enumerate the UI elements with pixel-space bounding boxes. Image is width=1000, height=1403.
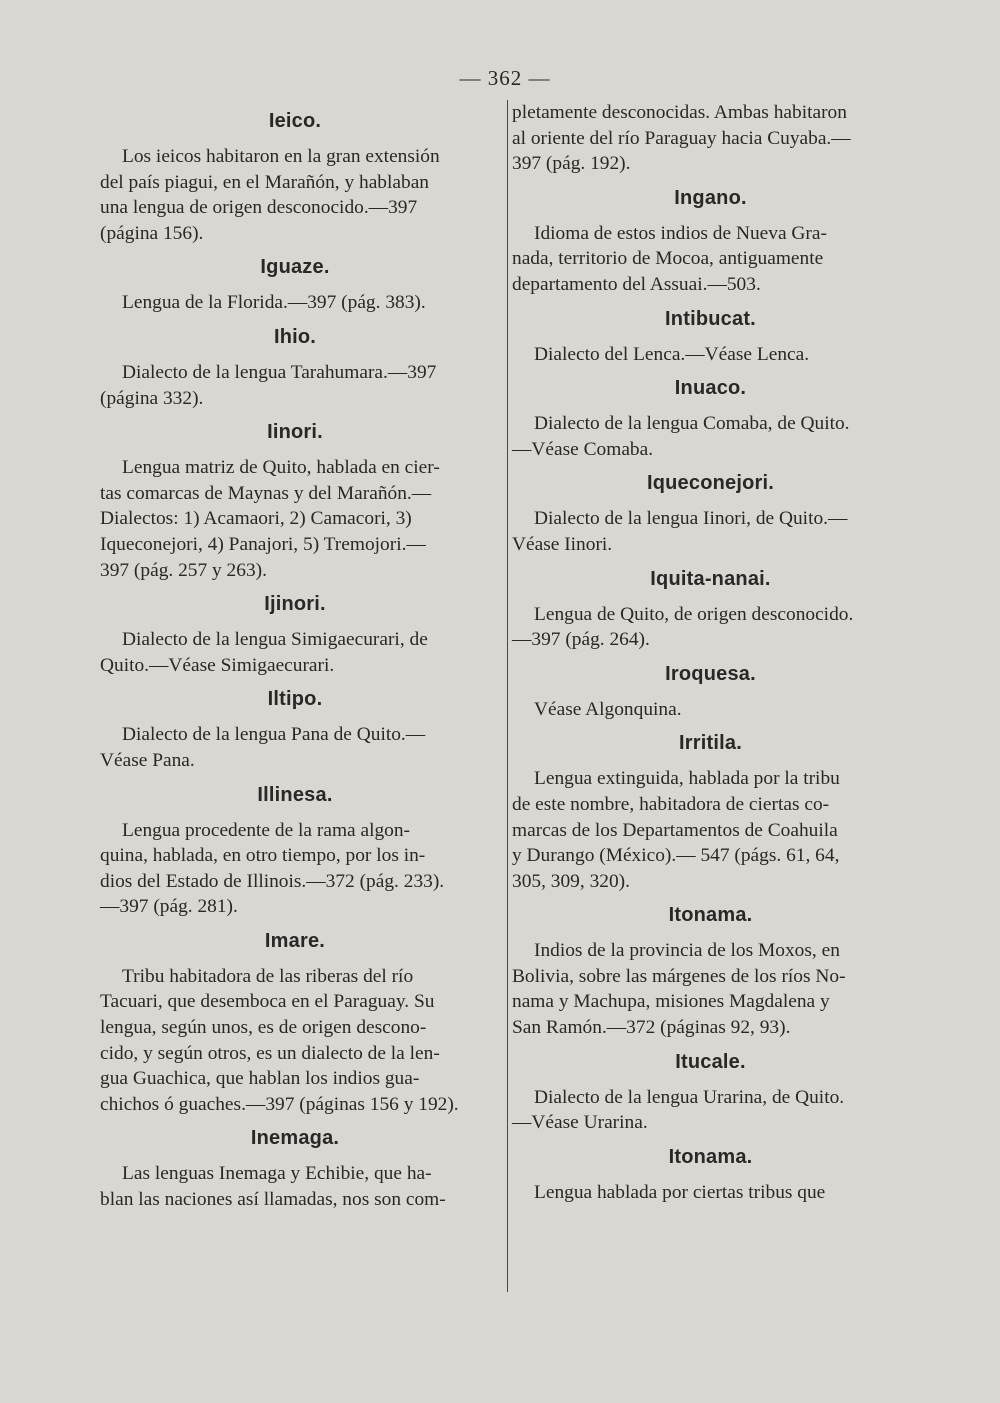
entry-heading: Ijinori. bbox=[264, 593, 326, 616]
entry-text: Dialecto de la lengua Urarina, de Quito. —Véase Urarina. bbox=[512, 1086, 845, 1134]
entry-heading: Itucale. bbox=[675, 1050, 746, 1073]
entry-heading: Iquita-nanai. bbox=[650, 567, 771, 590]
entry-heading: Inemaga. bbox=[250, 1127, 340, 1150]
entry-text: Tribu habitadora de las riberas del río Tacuari, que desemboca en el Paraguay. Su lengua, según unos, es de origen descono- cido, y según otros, es un dialecto de la len- gua Guachica, que hablan los indios gua- chichos ó guaches.—397 (páginas 156 y 192). bbox=[100, 965, 459, 1115]
entry-text: Lengua procedente de la rama algon- quina, hablada, en otro tiempo, por los in- dios del Estado de Illinois.—372 (pág. 233). —397 (pág. 281). bbox=[100, 819, 445, 918]
entry-text: Lengua de Quito, de origen desconocido. —397 (pág. 264). bbox=[512, 603, 854, 651]
entry-heading: Inuaco. bbox=[674, 377, 747, 400]
entry-heading: Itonama. bbox=[668, 1145, 753, 1168]
entry-text: Lengua de la Florida.—397 (pág. 383). bbox=[122, 292, 426, 314]
entry-heading: Ingano. bbox=[674, 186, 747, 209]
entry-heading: Iroquesa. bbox=[665, 662, 756, 685]
entry-heading: Irritila. bbox=[679, 732, 742, 755]
right-column bbox=[512, 100, 909, 1206]
entry-text: Véase Algonquina. bbox=[534, 698, 682, 720]
column-divider bbox=[507, 100, 508, 1292]
entry-text: Dialecto de la lengua Comaba, de Quito. —Véase Comaba. bbox=[512, 413, 850, 460]
entry-text: Lengua hablada por ciertas tribus que bbox=[534, 1181, 826, 1203]
entry-heading: Intibucat. bbox=[665, 307, 756, 330]
left-column bbox=[100, 100, 490, 1214]
entry-text: Dialecto de la lengua Pana de Quito.— Véase Pana. bbox=[100, 724, 426, 771]
entry-heading: Itonama. bbox=[668, 904, 753, 927]
entry-text-continued: pletamente desconocidas. Ambas habitaron al oriente del río Paraguay hacia Cuyaba.— 397 (pág. 192). bbox=[512, 102, 851, 175]
entry-heading: Imare. bbox=[264, 929, 326, 952]
entry-text: Idioma de estos indios de Nueva Gra- nada, territorio de Mocoa, antiguamente departamento del Assuai.—503. bbox=[512, 222, 827, 295]
page-number: — 362 — bbox=[459, 66, 551, 90]
entry-heading: Iinori. bbox=[267, 421, 323, 444]
entry-text: Las lenguas Inemaga y Echibie, que ha- blan las naciones así llamadas, nos son com- bbox=[100, 1163, 446, 1211]
entry-heading: Ieico. bbox=[268, 110, 322, 132]
entry-heading: Iqueconejori. bbox=[646, 472, 775, 495]
entry-text: Dialecto de la lengua Simigaecurari, de Quito.—Véase Simigaecurari. bbox=[100, 629, 428, 676]
entry-text: Lengua extinguida, hablada por la tribu de este nombre, habitadora de ciertas co- marcas de los Departamentos de Coahuila y Durango (México).— 547 (págs. 61, 64, 305, 309, 320). bbox=[512, 768, 840, 892]
entry-text: Los ieicos habitaron en la gran extensión del país piagui, en el Marañón, y hablaban una lengua de origen desconocido.—397 (página 156). bbox=[100, 146, 440, 244]
entry-heading: Iguaze. bbox=[260, 256, 330, 279]
entry-text: Indios de la provincia de los Moxos, en Bolivia, sobre las márgenes de los ríos No- nama y Machupa, misiones Magdalena y San Ramón.—372 (páginas 92, 93). bbox=[512, 940, 846, 1039]
entry-text: Lengua matriz de Quito, hablada en cier- tas comarcas de Maynas y del Marañón.— Dialectos: 1) Acamaori, 2) Camacori, 3) Iqueconejori, 4) Panajori, 5) Tremojori.— 397 (pág. 257 y 263). bbox=[100, 457, 440, 581]
entry-heading: Illinesa. bbox=[257, 783, 333, 806]
entry-text: Dialecto del Lenca.—Véase Lenca. bbox=[534, 343, 810, 365]
entry-heading: Iltipo. bbox=[267, 688, 323, 711]
entry-text: Dialecto de la lengua Tarahumara.—397 (página 332). bbox=[100, 361, 437, 409]
entry-heading: Ihio. bbox=[273, 325, 317, 348]
entry-text: Dialecto de la lengua Iinori, de Quito.— Véase Iinori. bbox=[512, 508, 848, 555]
